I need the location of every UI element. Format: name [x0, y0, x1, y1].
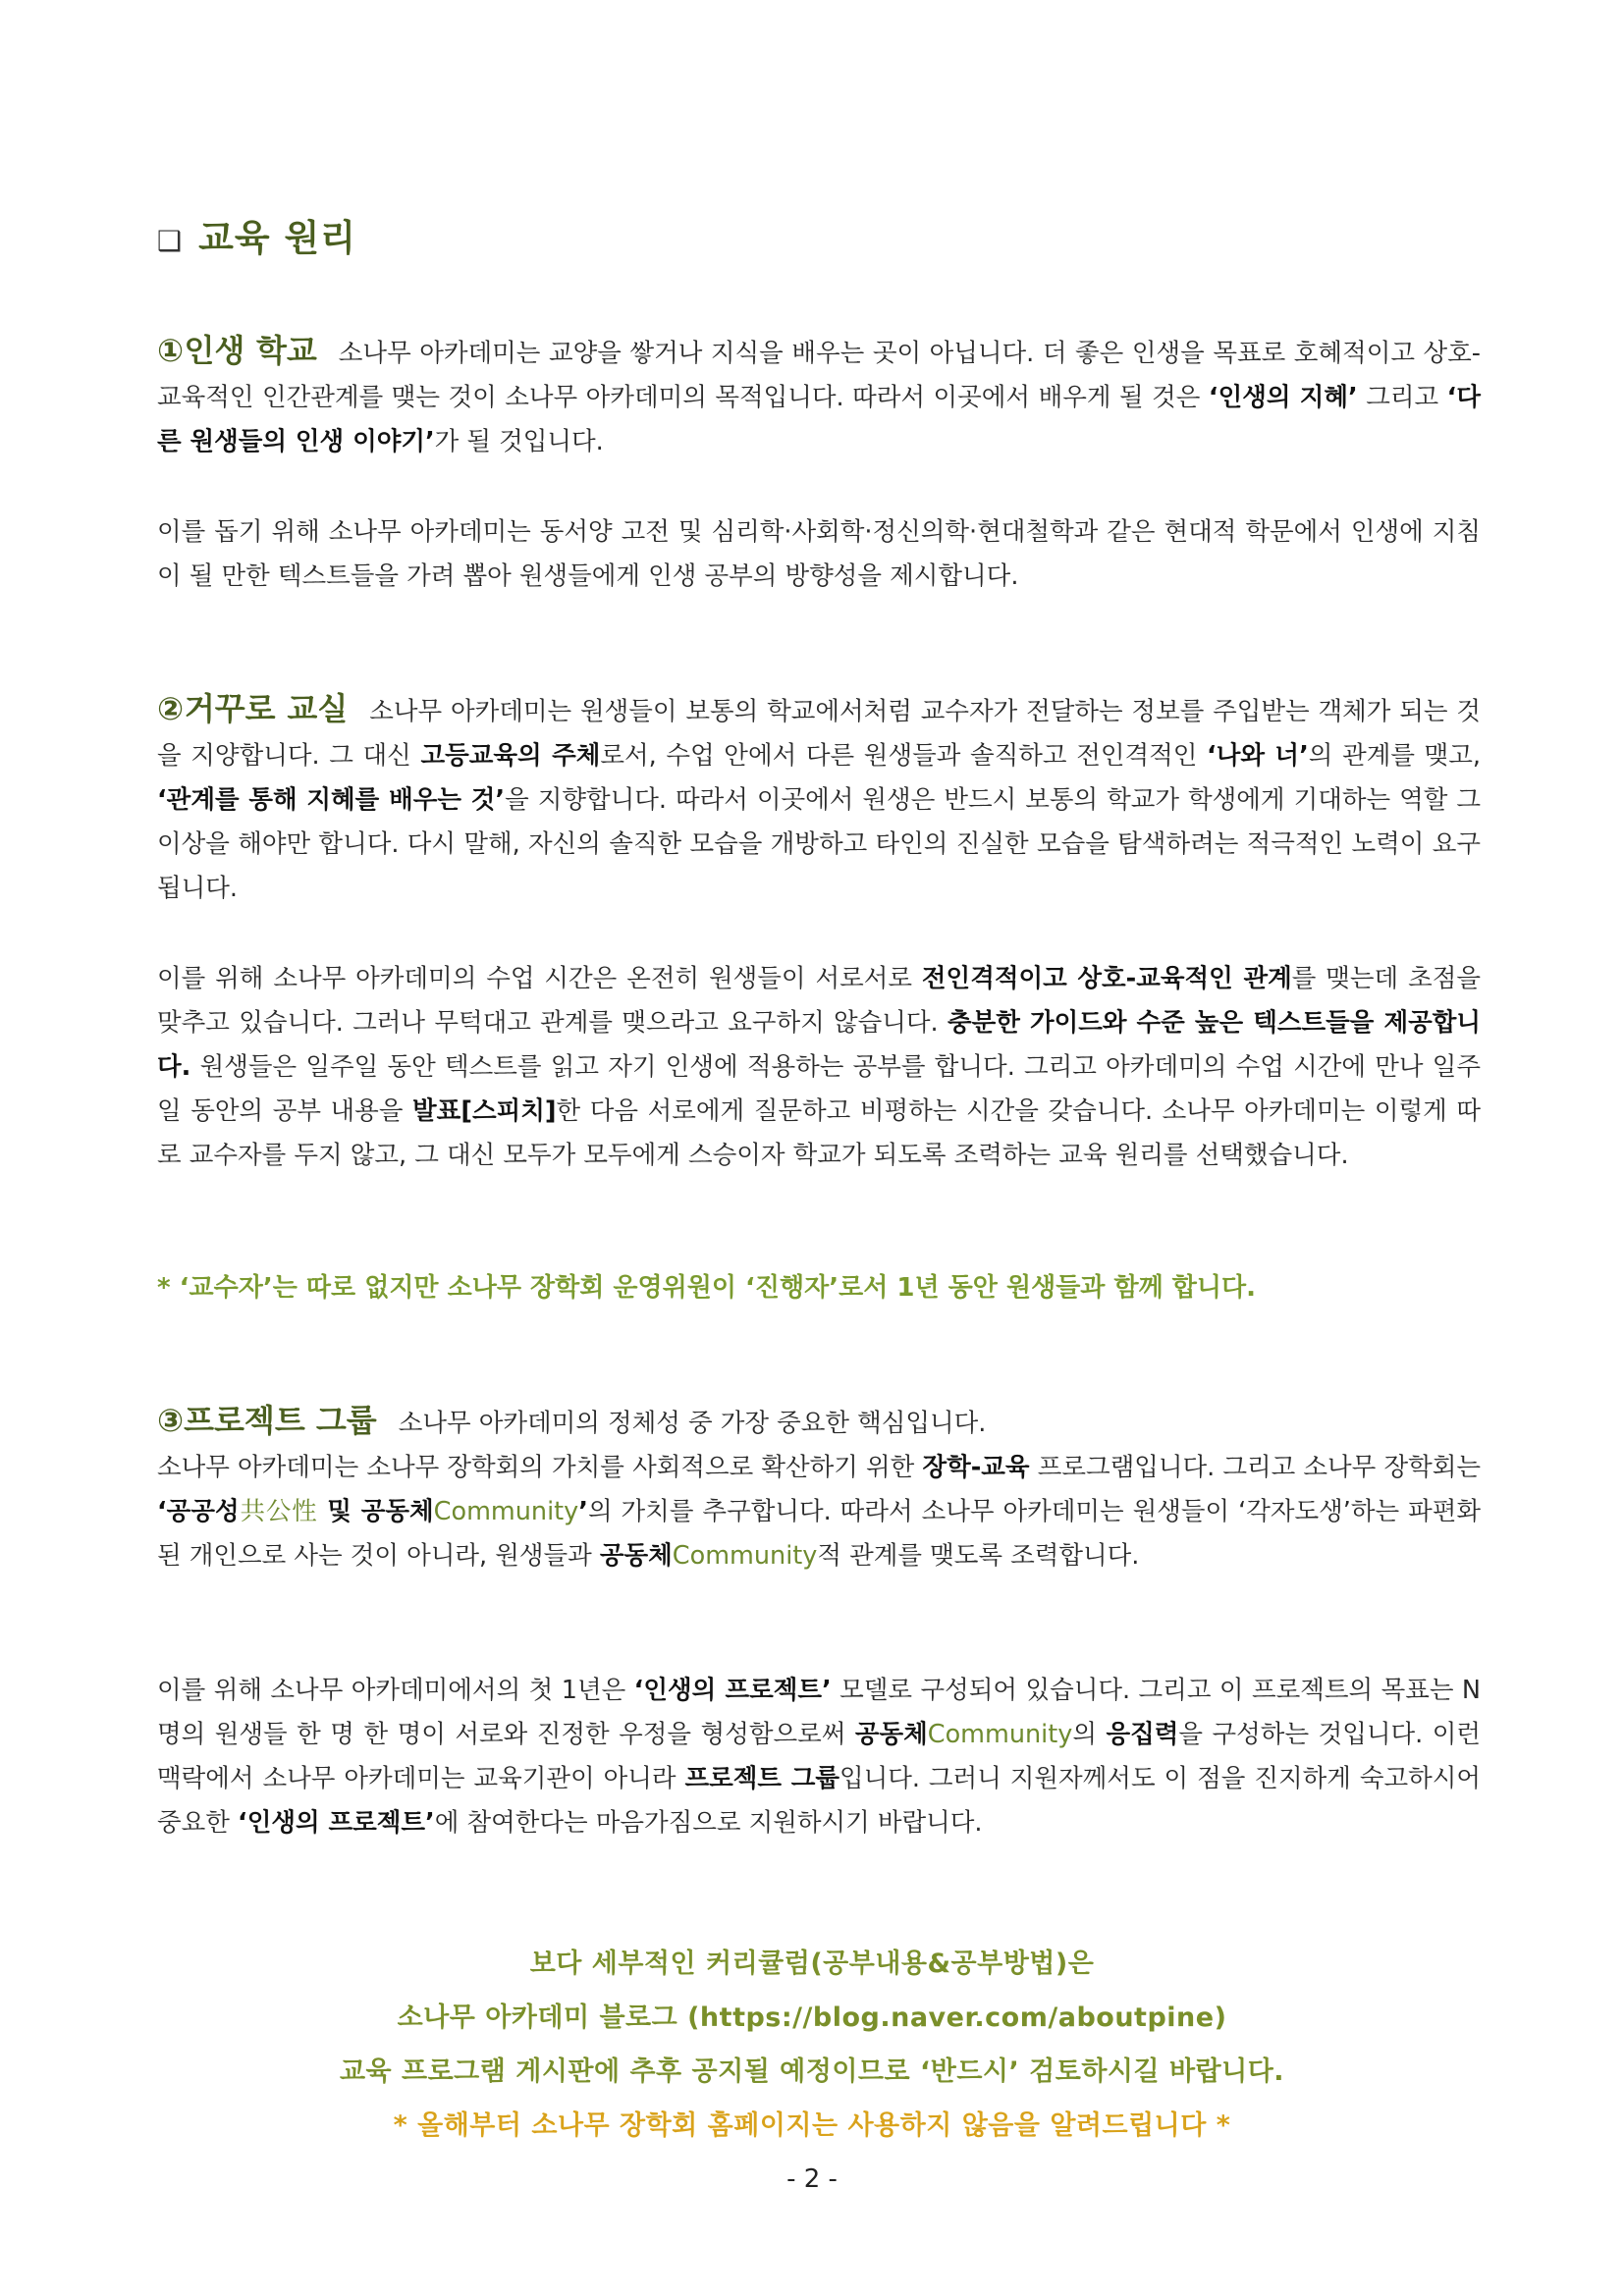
homepage-notice: * 올해부터 소나무 장학회 홈페이지는 사용하지 않음을 알려드립니다 *: [393, 2110, 1231, 2141]
project-group-title: ③프로젝트 그룹: [157, 1402, 377, 1439]
project-group-paragraph-2: 이를 위해 소나무 아카데미에서의 첫 1년은 ‘인생의 프로젝트’ 모델로 구성되어 있습니다. 그리고 이 프로젝트의 목표는 N명의 원생들 한 명 한 명이 서로와 진정한 우정을 형성함으로써 공동체Community의 응집력을 구성하는 것입니다. 이런 맥락에서 소나무 아카데미는 교육기관이 아니라 프로젝트 그룹입니다. 그러니 지원자께서도 이 점을 진지하게 숙고하시어 중요한 ‘인생의 프로젝트’에 참여한다는 마음가짐으로 지원하시기 바랍니다.: [157, 1676, 1482, 1838]
section-heading-text: 교육 원리: [198, 217, 356, 259]
flipped-classroom-paragraph-2: 이를 위해 소나무 아카데미의 수업 시간은 온전히 원생들이 서로서로 전인격적이고 상호-교육적인 관계를 맺는데 초점을 맞추고 있습니다. 그러나 무턱대고 관계를 맺으라고 요구하지 않습니다. 충분한 가이드와 수준 높은 텍스트들을 제공합니다. 원생들은 일주일 동안 텍스트를 읽고 자기 인생에 적용하는 공부를 합니다. 그리고 아카데미의 수업 시간에 만나 일주일 동안의 공부 내용을 발표[스피치]한 다음 서로에게 질문하고 비평하는 시간을 갖습니다. 소나무 아카데미는 이렇게 따로 교수자를 두지 않고, 그 대신 모두가 모두에게 스승이자 학교가 되도록 조력하는 교육 원리를 선택했습니다.: [157, 964, 1482, 1170]
instructor-note: * ‘교수자’는 따로 없지만 소나무 장학회 운영위원이 ‘진행자’로서 1년 동안 원생들과 함께 합니다.: [157, 1273, 1256, 1303]
page-number: - 2 -: [786, 2164, 838, 2194]
flipped-classroom-paragraph-1: ②거꾸로 교실 소나무 아카데미는 원생들이 보통의 학교에서처럼 교수자가 전달하는 정보를 주입받는 객체가 되는 것을 지양합니다. 그 대신 고등교육의 주체로서, 수업 안에서 다른 원생들과 솔직하고 전인격적인 ‘나와 너’의 관계를 맺고, ‘관계를 통해 지혜를 배우는 것’을 지향합니다. 따라서 이곳에서 원생은 반드시 보통의 학교가 학생에게 기대하는 역할 그 이상을 해야만 합니다. 다시 말해, 자신의 솔직한 모습을 개방하고 타인의 진실한 모습을 탐색하려는 적극적인 노력이 요구됩니다.: [157, 690, 1482, 903]
curriculum-notice-line-3: 교육 프로그램 게시판에 추후 공지될 예정이므로 ‘반드시’ 검토하시길 바랍니다.: [339, 2056, 1285, 2087]
project-group-paragraph-1: ③프로젝트 그룹 소나무 아카데미의 정체성 중 가장 중요한 핵심입니다. 소나무 아카데미는 소나무 장학회의 가치를 사회적으로 확산하기 위한 장학-교육 프로그램입니다. 그리고 소나무 장학회는 ‘공공성共公性 및 공동체Community’의 가치를 추구합니다. 따라서 소나무 아카데미는 원생들이 ‘각자도생’하는 파편화된 개인으로 사는 것이 아니라, 원생들과 공동체Community적 관계를 맺도록 조력합니다.: [157, 1402, 1481, 1571]
checkbox-bullet-icon: ❑: [157, 225, 184, 257]
curriculum-notice-line-1: 보다 세부적인 커리큘럼(공부내용&공부방법)은: [529, 1949, 1095, 1979]
section-heading: [157, 208, 356, 261]
life-school-paragraph-2: 이를 돕기 위해 소나무 아카데미는 동서양 고전 및 심리학·사회학·정신의학·현대철학과 같은 현대적 학문에서 인생에 지침이 될 만한 텍스트들을 가려 뽑아 원생들에게 인생 공부의 방향성을 제시합니다.: [157, 517, 1481, 591]
life-school-paragraph-1: ①인생 학교 소나무 아카데미는 교양을 쌓거나 지식을 배우는 곳이 아닙니다. 더 좋은 인생을 목표로 호혜적이고 상호-교육적인 인간관계를 맺는 것이 소나무 아카데미의 목적입니다. 따라서 이곳에서 배우게 될 것은 ‘인생의 지혜’ 그리고 ‘다른 원생들의 인생 이야기’가 될 것입니다.: [157, 332, 1481, 456]
life-school-title: ①인생 학교: [157, 332, 317, 369]
blog-link[interactable]: 소나무 아카데미 블로그 (https://blog.naver.com/aboutpine): [397, 2002, 1227, 2033]
flipped-classroom-title: ②거꾸로 교실: [157, 690, 349, 727]
